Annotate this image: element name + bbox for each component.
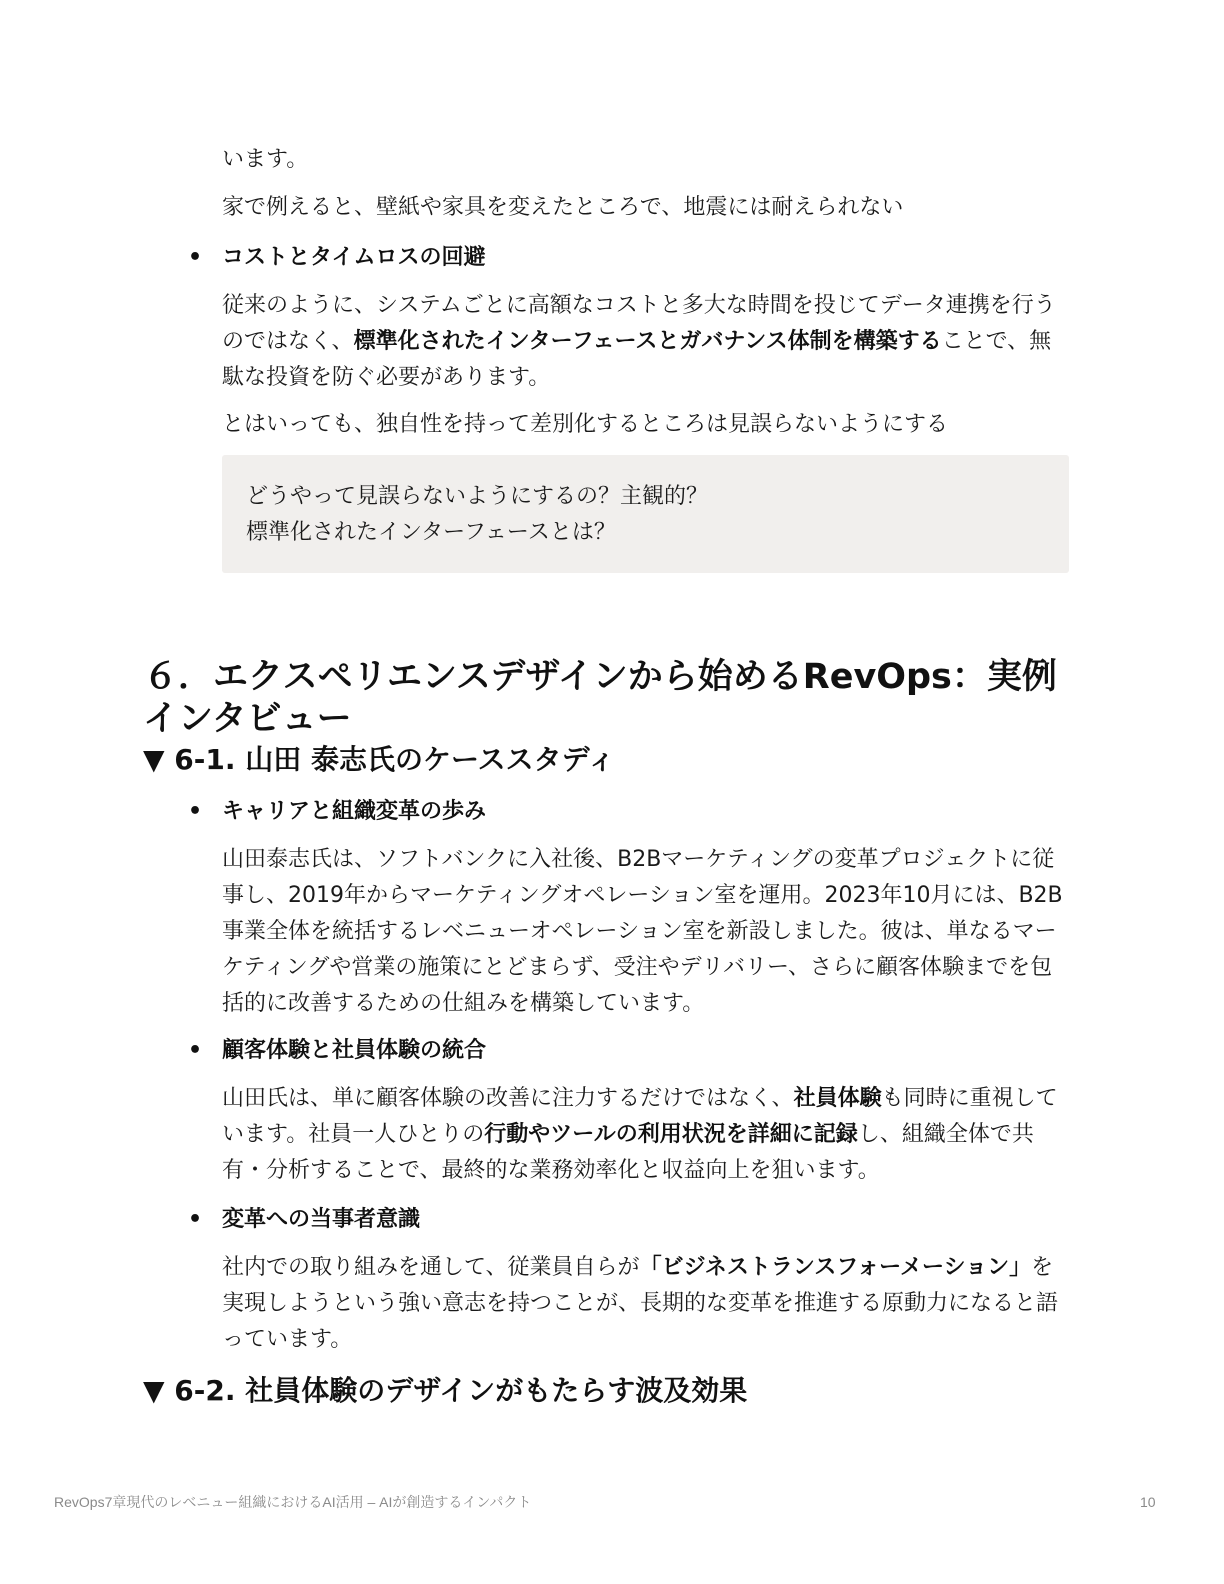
callout-box (222, 455, 1069, 573)
bold-span: 行動やツールの利用状況を詳細に記録 (484, 1122, 858, 1147)
bold-span: 「ビジネストランスフォーメーション」 (639, 1255, 1032, 1280)
paragraph-continuation: います。 (222, 147, 309, 172)
text-span: を実現しようという強い意志を持つことが、長期的な変革を推進する原動力になると語っています。 (222, 1255, 1059, 1352)
text-span: し、組織全体で共有・分析することで、最終的な業務効率化と収益向上を狙います。 (222, 1122, 1034, 1183)
paragraph-differentiation-note: とはいっても、独自性を持って差別化するところは見誤らないようにする (222, 412, 949, 437)
bullet-integration (188, 1035, 1068, 1067)
page-number: 10 (1140, 1494, 1156, 1510)
callout-line: どうやって見誤らないようにするの？主観的？ (246, 484, 709, 509)
bullet-dot: • (188, 1038, 203, 1063)
bullet-title: 変革への当事者意識 (222, 1207, 421, 1232)
bullet-dot: • (188, 245, 203, 270)
paragraph-cost-avoidance (222, 288, 1072, 396)
bold-span: 社員体験 (793, 1086, 882, 1111)
text-span: 社内での取り組みを通して、従業員自らが (222, 1255, 640, 1280)
bullet-dot: • (188, 1207, 203, 1232)
bullet-cost-timeloss (188, 242, 1068, 274)
bullet-dot: • (188, 799, 203, 824)
paragraph-house-analogy: 家で例えると、壁紙や家具を変えたところで、地震には耐えられない (222, 195, 904, 220)
section-heading-6: ６．エクスペリエンスデザインから始めるRevOps：実例インタビュー (143, 657, 1057, 739)
bullet-career (188, 796, 1068, 828)
paragraph-career: 山田泰志氏は、ソフトバンクに入社後、B2Bマーケティングの変革プロジェクトに従事し、2019年からマーケティングオペレーション室を運用。2023年10月には、B2B事業全体を統括するレベニューオペレーション室を新設しました。彼は、単なるマーケティングや営業の施策にとどまらず、受注やデリバリー、さらに顧客体験までを包括的に改善するための仕組みを構築しています。 (222, 847, 1063, 1016)
bold-span: 標準化されたインターフェースとガバナンス体制を構築する (353, 329, 942, 354)
text-span: も同時に重視しています。社員一人ひとりの (222, 1086, 1058, 1147)
callout-line: 標準化されたインターフェースとは？ (246, 520, 616, 545)
bullet-title: コストとタイムロスの回避 (222, 245, 486, 270)
toggle-heading-6-1[interactable]: ▼ 6-1. 山田 泰志氏のケーススタディ (143, 743, 616, 776)
text-span: ことで、無駄な投資を防ぐ必要があります。 (222, 329, 1052, 390)
bullet-ownership (188, 1204, 1068, 1236)
bullet-title: 顧客体験と社員体験の統合 (222, 1038, 487, 1063)
text-span: 山田氏は、単に顧客体験の改善に注力するだけではなく、 (222, 1086, 794, 1111)
bullet-title: キャリアと組織変革の歩み (222, 799, 487, 824)
toggle-heading-6-2[interactable]: ▼ 6-2. 社員体験のデザインがもたらす波及効果 (143, 1374, 748, 1407)
paragraph-integration (222, 1081, 1072, 1189)
text-span: 従来のように、システムごとに高額なコストと多大な時間を投じてデータ連携を行うのではなく、 (222, 293, 1056, 354)
footer-title: RevOps7章現代のレベニュー組織におけるAI活用 – AIが創造するインパクト (54, 1494, 532, 1510)
paragraph-ownership (222, 1250, 1072, 1358)
